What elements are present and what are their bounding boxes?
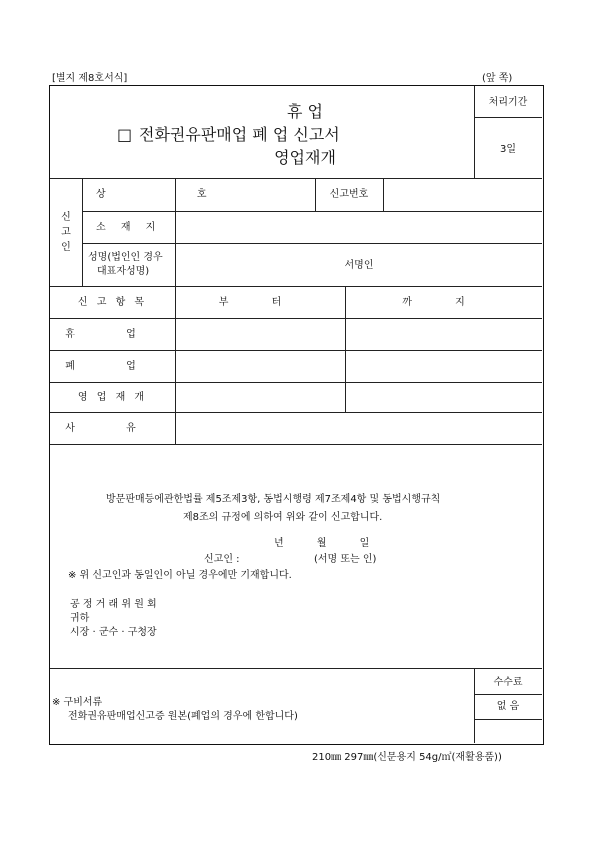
declaration-date: 년 월 일	[274, 538, 385, 549]
declaration-note: ※ 위 신고인과 동일인이 아닐 경우에만 기재합니다.	[68, 570, 292, 581]
resume-to-field[interactable]	[346, 383, 541, 411]
option-resume: 영업재개	[274, 148, 336, 167]
reason-label: 사 유	[65, 423, 160, 434]
close-to-field[interactable]	[346, 351, 541, 381]
row-label-resume: 영 업 재 개	[77, 392, 148, 403]
report-number-field[interactable]	[384, 179, 541, 210]
suspend-to-field[interactable]	[346, 319, 541, 349]
signature-label: 서명인	[344, 260, 374, 271]
form-number: [별지 제8호서식]	[52, 73, 128, 84]
processing-period-value: 3일	[499, 144, 517, 155]
fee-value: 없 음	[496, 701, 520, 712]
declaration-line1: 방문판매등에관한법률 제5조제3항, 동법시행령 제7조제4항 및 동법시행규칙	[106, 494, 441, 505]
sign-hint: (서명 또는 인)	[314, 554, 377, 565]
recipient-honorific: 귀하	[70, 613, 90, 624]
trade-name-field[interactable]	[176, 179, 314, 210]
close-from-field[interactable]	[176, 351, 344, 381]
option-suspend: 휴 업	[287, 102, 323, 121]
row-label-suspend: 휴 업	[65, 329, 160, 340]
page-side-label: (앞 쪽)	[482, 73, 513, 84]
row-label-close: 폐 업	[65, 361, 160, 372]
form-title: 전화권유판매업 폐 업 신고서	[139, 125, 340, 144]
recipient-local: 시장 · 군수 · 구청장	[70, 627, 157, 638]
report-number-label: 신고번호	[329, 189, 369, 200]
checkbox-icon: □	[117, 125, 133, 144]
address-field[interactable]	[176, 212, 541, 242]
suspend-from-field[interactable]	[176, 319, 344, 349]
declaration-line2: 제8조의 규정에 의하여 위와 같이 신고합니다.	[183, 512, 383, 523]
documents-item: 전화권유판매업신고증 원본(폐업의 경우에 한합니다)	[68, 711, 298, 722]
name-label-line1: 성명(법인인 경우	[88, 252, 163, 263]
trade-name-label: 상 호	[96, 189, 251, 200]
paper-spec-footer: 210㎜ 297㎜(신문용지 54g/㎡(재활용품))	[312, 752, 502, 763]
processing-period-label: 처리기간	[488, 97, 528, 108]
applicant-section-label: 신 고 인	[61, 212, 71, 253]
documents-title: ※ 구비서류	[52, 697, 103, 708]
fee-label: 수수료	[493, 677, 523, 688]
reason-field[interactable]	[176, 413, 541, 443]
reporter-label: 신고인 :	[204, 554, 240, 565]
resume-from-field[interactable]	[176, 383, 344, 411]
items-header-to: 까 지	[402, 297, 485, 308]
items-header-from: 부 터	[218, 297, 302, 308]
address-label: 소 재 지	[96, 222, 162, 233]
name-label-line2: 대표자성명)	[97, 266, 150, 277]
recipient-ftc: 공 정 거 래 위 원 회	[70, 599, 157, 610]
items-header-label: 신 고 항 목	[77, 297, 148, 308]
